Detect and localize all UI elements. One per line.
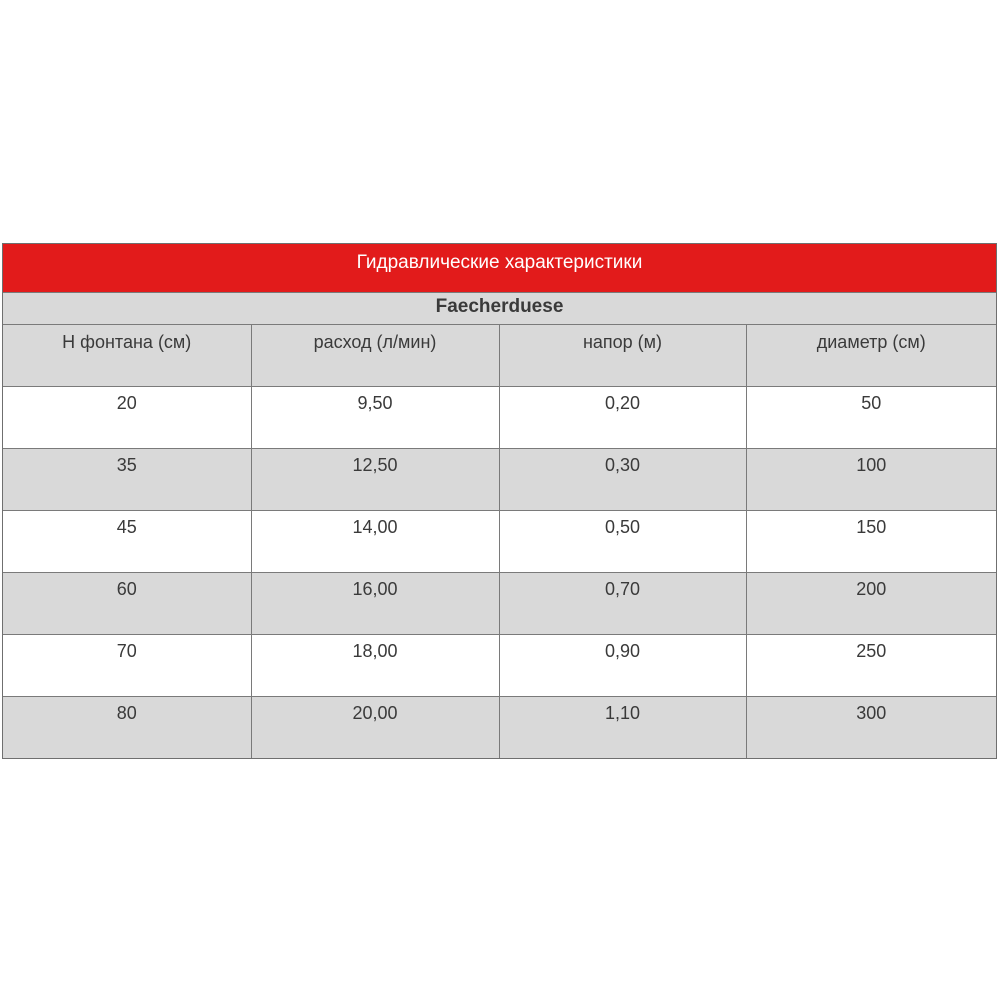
table-cell: 100 (746, 448, 996, 510)
table-cell: 35 (3, 448, 251, 510)
table-row (3, 696, 996, 758)
header-cell-fountain-height: Н фонтана (см) (3, 325, 251, 386)
table-row (3, 448, 996, 510)
table-row (3, 510, 996, 572)
table-cell: 0,30 (499, 448, 746, 510)
table-cell: 250 (746, 634, 996, 696)
header-cell-head-pressure: напор (м) (499, 325, 746, 386)
table-cell: 80 (3, 696, 251, 758)
table-cell: 0,50 (499, 510, 746, 572)
table-cell: 12,50 (251, 448, 499, 510)
table-cell: 150 (746, 510, 996, 572)
table-title: Гидравлические характеристики (3, 244, 996, 293)
table-cell: 20,00 (251, 696, 499, 758)
table-cell: 45 (3, 510, 251, 572)
table-cell: 9,50 (251, 386, 499, 448)
table-cell: 14,00 (251, 510, 499, 572)
table-row (3, 634, 996, 696)
table-cell: 50 (746, 386, 996, 448)
table-subtitle: Faecherduese (3, 293, 996, 325)
hydraulic-characteristics-table (2, 243, 997, 759)
table-row (3, 386, 996, 448)
header-cell-flow-rate: расход (л/мин) (251, 325, 499, 386)
table-cell: 60 (3, 572, 251, 634)
table-cell: 1,10 (499, 696, 746, 758)
header-cell-diameter: диаметр (см) (746, 325, 996, 386)
data-table (3, 325, 996, 758)
table-cell: 0,20 (499, 386, 746, 448)
table-cell: 0,90 (499, 634, 746, 696)
table-cell: 70 (3, 634, 251, 696)
table-cell: 200 (746, 572, 996, 634)
table-cell: 300 (746, 696, 996, 758)
table-cell: 20 (3, 386, 251, 448)
table-cell: 18,00 (251, 634, 499, 696)
table-cell: 16,00 (251, 572, 499, 634)
table-row (3, 572, 996, 634)
header-row (3, 325, 996, 386)
table-cell: 0,70 (499, 572, 746, 634)
